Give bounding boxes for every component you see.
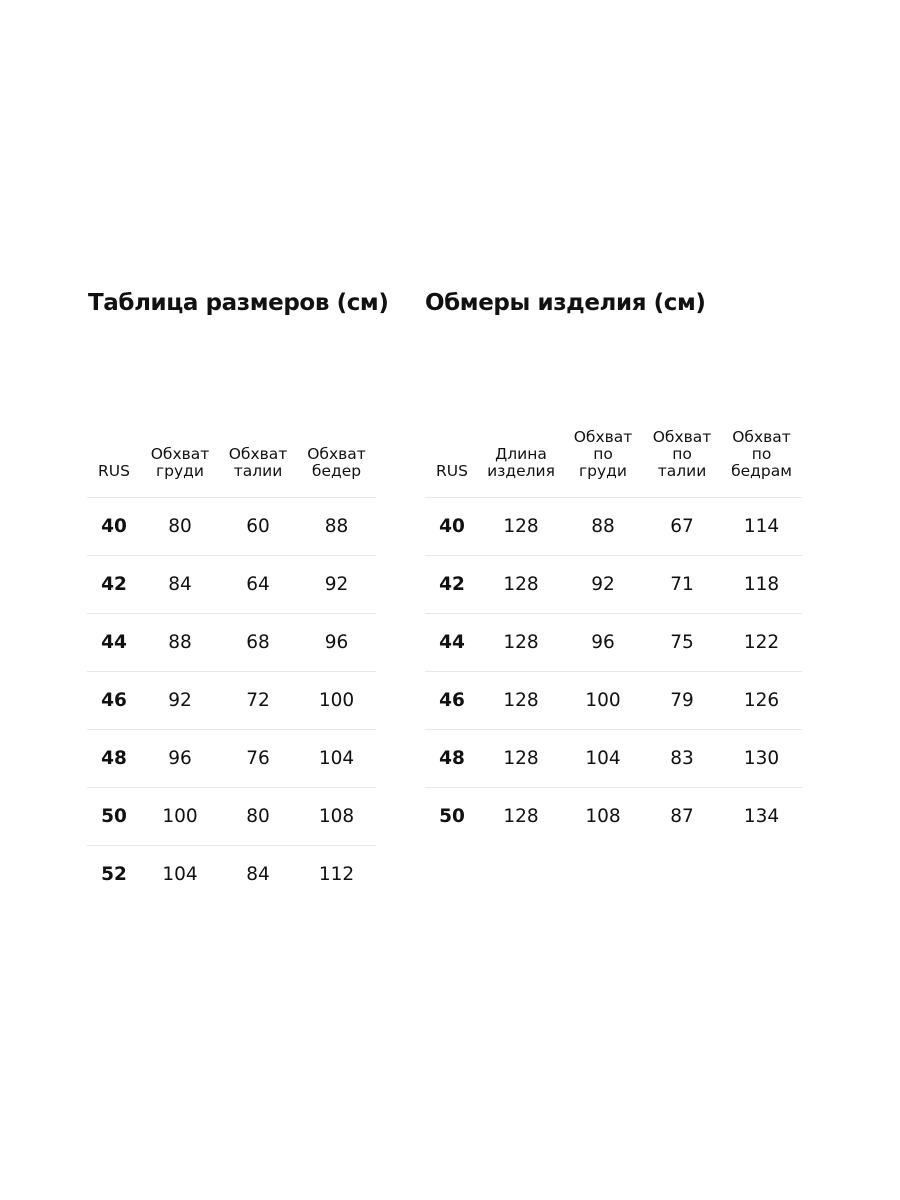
- header-line: Длина: [495, 445, 547, 463]
- measurement-cell: 68: [219, 614, 297, 672]
- size-cell: 46: [87, 672, 141, 730]
- size-cell: 48: [425, 730, 479, 788]
- size-table-header: [87, 400, 141, 498]
- header-line: по: [672, 445, 692, 463]
- measurement-cell: 118: [721, 556, 802, 614]
- header-line: Обхват: [573, 428, 633, 446]
- measurement-cell: 80: [141, 498, 219, 556]
- size-cell: 50: [87, 788, 141, 846]
- header-line: бедрам: [731, 462, 792, 480]
- garment-table-header: [721, 400, 802, 498]
- table-row: [87, 672, 376, 730]
- measurement-cell: 88: [141, 614, 219, 672]
- measurement-cell: 128: [479, 672, 563, 730]
- table-row: [425, 498, 802, 556]
- table-row: [425, 614, 802, 672]
- measurement-cell: 128: [503, 806, 539, 827]
- measurement-cell: 71: [643, 556, 721, 614]
- garment-table-header-row: [425, 400, 802, 498]
- measurement-cell: 83: [643, 730, 721, 788]
- measurement-cell: 108: [585, 806, 621, 827]
- size-cell: 48: [87, 730, 141, 788]
- measurement-cell: 114: [721, 498, 802, 556]
- size-table-header-row: [87, 400, 376, 498]
- header-line: Обхват: [228, 445, 288, 463]
- measurement-cell: 76: [219, 730, 297, 788]
- table-row: [425, 730, 802, 788]
- header-line: Обхват: [652, 428, 712, 446]
- size-table-header: [219, 400, 297, 498]
- table-row: [425, 788, 802, 846]
- garment-table-title: Обмеры изделия (см): [425, 290, 706, 316]
- table-row: [87, 788, 376, 846]
- measurement-cell: 84: [141, 556, 219, 614]
- size-cell: 42: [425, 556, 479, 614]
- table-row: [425, 556, 802, 614]
- measurement-cell: 79: [643, 672, 721, 730]
- table-row: [425, 672, 802, 730]
- size-cell: 44: [425, 614, 479, 672]
- header-line: бедер: [311, 462, 362, 480]
- measurement-cell: 130: [721, 730, 802, 788]
- table-row: [87, 498, 376, 556]
- header-line: груди: [156, 462, 204, 480]
- garment-table-header: [425, 400, 479, 498]
- table-row: [87, 846, 376, 904]
- size-cell: 44: [87, 614, 141, 672]
- garment-table-body: [425, 498, 802, 846]
- header-line: груди: [579, 462, 627, 480]
- measurement-cell: 72: [219, 672, 297, 730]
- table-row: [87, 730, 376, 788]
- measurement-cell: 112: [318, 864, 355, 885]
- garment-table: [425, 400, 802, 845]
- size-cell: 50: [439, 806, 465, 827]
- measurement-cell: 100: [297, 672, 376, 730]
- measurement-cell: 100: [141, 788, 219, 846]
- header-line: Обхват: [307, 445, 366, 463]
- header-line: Обхват: [732, 428, 791, 446]
- measurement-cell: 75: [643, 614, 721, 672]
- measurement-cell: 128: [479, 498, 563, 556]
- size-table-body: [87, 498, 376, 904]
- header-line: изделия: [487, 462, 555, 480]
- measurement-cell: 128: [479, 730, 563, 788]
- measurement-cell: 104: [563, 730, 643, 788]
- header-line: талии: [657, 462, 707, 480]
- measurement-cell: 60: [219, 498, 297, 556]
- measurement-cell: 96: [563, 614, 643, 672]
- size-table: [87, 400, 376, 903]
- garment-table-header: [643, 400, 721, 498]
- measurement-cell: 64: [219, 556, 297, 614]
- header-line: RUS: [436, 462, 468, 480]
- measurement-cell: 128: [479, 556, 563, 614]
- size-cell: 40: [87, 498, 141, 556]
- measurement-cell: 84: [246, 864, 270, 885]
- measurement-cell: 87: [670, 806, 694, 827]
- size-cell: 46: [425, 672, 479, 730]
- measurement-cell: 126: [721, 672, 802, 730]
- header-line: талии: [233, 462, 283, 480]
- measurement-cell: 104: [297, 730, 376, 788]
- measurement-cell: 67: [643, 498, 721, 556]
- garment-table-header: [563, 400, 643, 498]
- header-line: по: [593, 445, 613, 463]
- measurement-cell: 122: [721, 614, 802, 672]
- size-cell: 40: [425, 498, 479, 556]
- table-row: [87, 556, 376, 614]
- size-cell: 42: [87, 556, 141, 614]
- measurement-cell: 88: [563, 498, 643, 556]
- measurement-cell: 100: [563, 672, 643, 730]
- size-cell: 52: [101, 864, 127, 885]
- measurement-cell: 96: [297, 614, 376, 672]
- table-row: [87, 614, 376, 672]
- measurement-cell: 92: [141, 672, 219, 730]
- size-table-header: [297, 400, 376, 498]
- header-line: Обхват: [150, 445, 210, 463]
- measurement-cell: 80: [219, 788, 297, 846]
- garment-table-header: [479, 400, 563, 498]
- header-line: RUS: [98, 462, 130, 480]
- measurement-cell: 92: [563, 556, 643, 614]
- measurement-cell: 96: [141, 730, 219, 788]
- measurement-cell: 92: [297, 556, 376, 614]
- measurement-cell: 128: [479, 614, 563, 672]
- size-table-title: Таблица размеров (см): [88, 290, 389, 316]
- size-table-header: [141, 400, 219, 498]
- measurement-cell: 134: [743, 806, 780, 827]
- header-line: по: [751, 445, 772, 463]
- measurement-cell: 88: [297, 498, 376, 556]
- measurement-cell: 104: [162, 864, 198, 885]
- measurement-cell: 108: [297, 788, 376, 846]
